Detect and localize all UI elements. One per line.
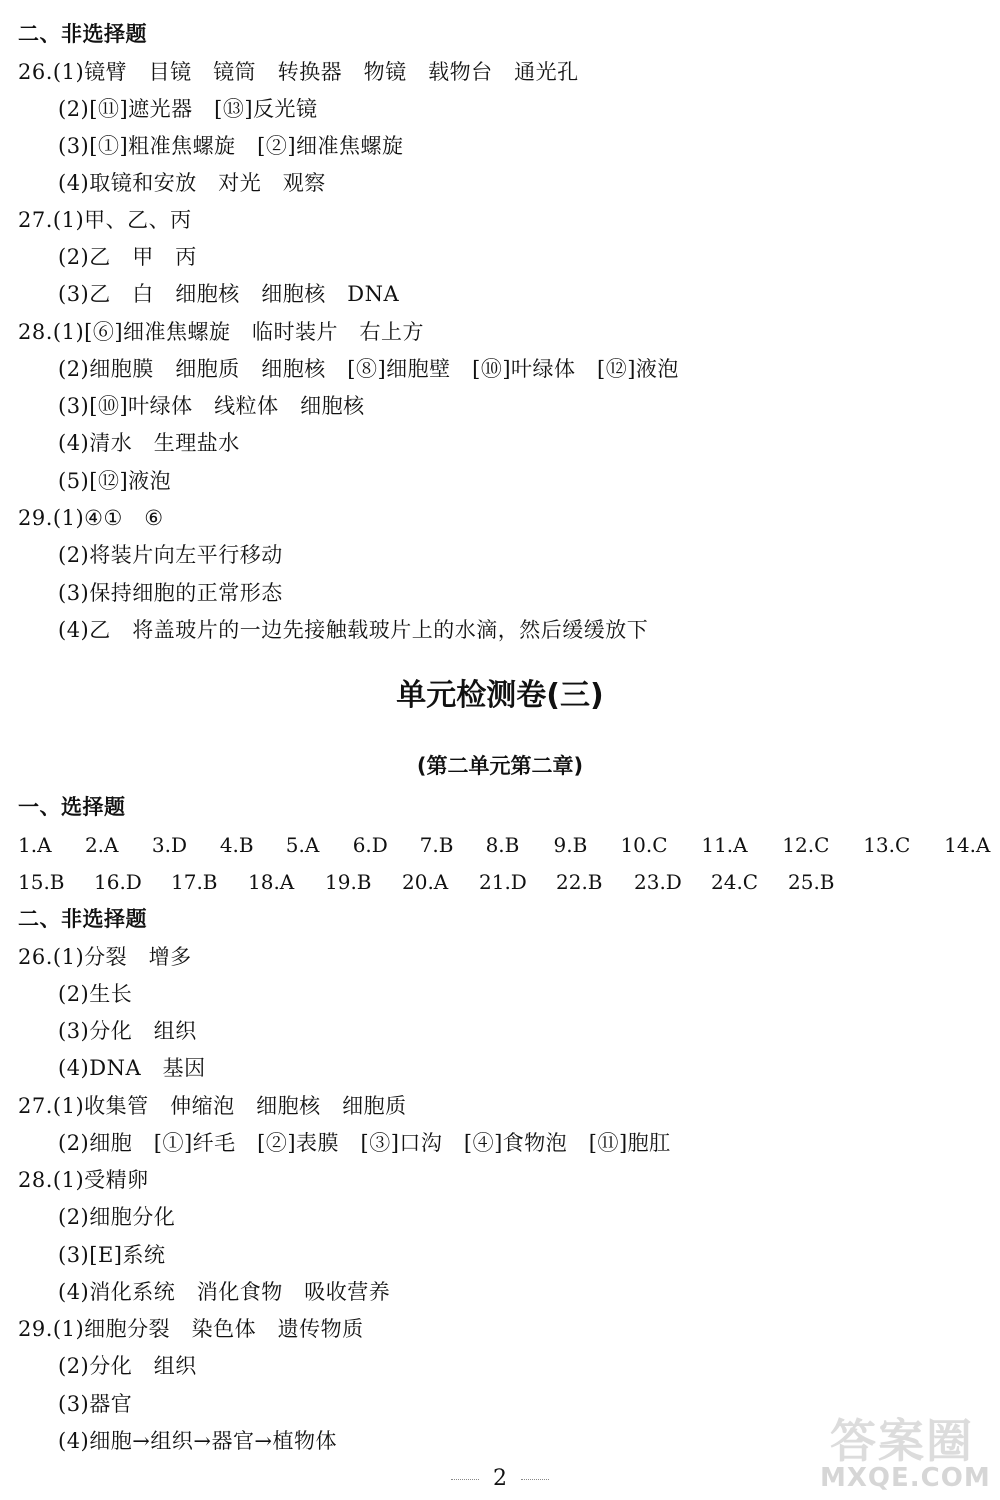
choice-answer: 23.D bbox=[634, 870, 682, 894]
choice-answer: 19.B bbox=[325, 870, 372, 894]
section-heading-choice: 一、选择题 bbox=[18, 795, 126, 819]
choice-answer: 14.A bbox=[944, 833, 991, 857]
watermark-url: MXQE.COM bbox=[820, 1463, 991, 1493]
choice-answers-row-1 bbox=[18, 832, 1000, 858]
footer-divider bbox=[451, 1479, 479, 1480]
answer-line: (2)细胞膜 细胞质 细胞核 [⑧]细胞壁 [⑩]叶绿体 [⑫]液泡 bbox=[58, 357, 679, 381]
choice-answer: 21.D bbox=[479, 870, 527, 894]
answer-line: (2)分化 组织 bbox=[58, 1354, 197, 1378]
answer-line: 28.(1)[⑥]细准焦螺旋 临时装片 右上方 bbox=[18, 320, 425, 344]
choice-answer: 24.C bbox=[711, 870, 759, 894]
answer-line: (3)乙 白 细胞核 细胞核 DNA bbox=[58, 282, 400, 306]
choice-answer: 13.C bbox=[863, 833, 911, 857]
answer-line: 26.(1)镜臂 目镜 镜筒 转换器 物镜 载物台 通光孔 bbox=[18, 60, 579, 84]
answer-line: (5)[⑫]液泡 bbox=[58, 469, 172, 493]
answer-line: 27.(1)收集管 伸缩泡 细胞核 细胞质 bbox=[18, 1094, 407, 1118]
answer-line: 28.(1)受精卵 bbox=[18, 1168, 149, 1192]
choice-answer: 20.A bbox=[402, 870, 449, 894]
unit-title: 单元检测卷(三) bbox=[396, 678, 604, 713]
choice-answers-row-2 bbox=[18, 869, 1000, 895]
choice-answer: 2.A bbox=[84, 833, 119, 857]
choice-answer: 5.A bbox=[285, 833, 320, 857]
choice-answer: 1.A bbox=[18, 833, 52, 857]
choice-answer: 15.B bbox=[18, 870, 65, 894]
answer-line: (3)[E]系统 bbox=[58, 1243, 166, 1267]
choice-answer: 25.B bbox=[788, 870, 835, 894]
answer-line: (3)[⑩]叶绿体 线粒体 细胞核 bbox=[58, 394, 365, 418]
footer-divider bbox=[521, 1479, 549, 1480]
choice-answer: 17.B bbox=[171, 870, 218, 894]
answer-line: (4)DNA 基因 bbox=[58, 1056, 206, 1080]
answer-line: 27.(1)甲、乙、丙 bbox=[18, 208, 192, 232]
answer-line: (4)取镜和安放 对光 观察 bbox=[58, 171, 326, 195]
answer-line: (2)乙 甲 丙 bbox=[58, 245, 197, 269]
choice-answer: 8.B bbox=[485, 833, 520, 857]
answer-line: (4)消化系统 消化食物 吸收营养 bbox=[58, 1280, 391, 1304]
unit-subtitle: (第二单元第二章) bbox=[416, 754, 584, 778]
choice-answer: 7.B bbox=[419, 833, 454, 857]
answer-line: (2)[⑪]遮光器 [⑬]反光镜 bbox=[58, 97, 318, 121]
choice-answer: 11.A bbox=[701, 833, 748, 857]
choice-answer: 9.B bbox=[553, 833, 588, 857]
answer-line: (2)细胞分化 bbox=[58, 1205, 176, 1229]
answer-line: (3)分化 组织 bbox=[58, 1019, 197, 1043]
answer-line: (2)生长 bbox=[58, 982, 133, 1006]
section-heading-non-choice-2: 二、非选择题 bbox=[18, 907, 147, 931]
answer-line: (2)将装片向左平行移动 bbox=[58, 543, 283, 567]
watermark-logo bbox=[820, 1405, 1000, 1500]
choice-answer: 22.B bbox=[556, 870, 603, 894]
answer-line: 29.(1)④① ⑥ bbox=[18, 506, 164, 530]
choice-answer: 16.D bbox=[94, 870, 142, 894]
choice-answer: 6.D bbox=[352, 833, 388, 857]
answer-line: 26.(1)分裂 增多 bbox=[18, 945, 192, 969]
watermark-logo-text: 答案圈 bbox=[830, 1414, 974, 1468]
answer-line: (4)细胞→组织→器官→植物体 bbox=[58, 1429, 338, 1453]
answer-line: (3)保持细胞的正常形态 bbox=[58, 581, 283, 605]
page-number: 2 bbox=[493, 1466, 507, 1491]
choice-answer: 4.B bbox=[219, 833, 254, 857]
answer-line: (3)[①]粗准焦螺旋 [②]细准焦螺旋 bbox=[58, 134, 404, 158]
choice-answer: 18.A bbox=[248, 870, 295, 894]
answer-line: (3)器官 bbox=[58, 1392, 133, 1416]
answer-line: (4)清水 生理盐水 bbox=[58, 431, 240, 455]
choice-answer: 3.D bbox=[151, 833, 187, 857]
choice-answer: 12.C bbox=[782, 833, 830, 857]
choice-answer: 10.C bbox=[620, 833, 668, 857]
answer-line: 29.(1)细胞分裂 染色体 遗传物质 bbox=[18, 1317, 364, 1341]
answer-line: (2)细胞 [①]纤毛 [②]表膜 [③]口沟 [④]食物泡 [⑪]胞肛 bbox=[58, 1131, 671, 1155]
section-heading-non-choice: 二、非选择题 bbox=[18, 22, 147, 46]
answer-line: (4)乙 将盖玻片的一边先接触载玻片上的水滴，然后缓缓放下 bbox=[58, 618, 649, 642]
